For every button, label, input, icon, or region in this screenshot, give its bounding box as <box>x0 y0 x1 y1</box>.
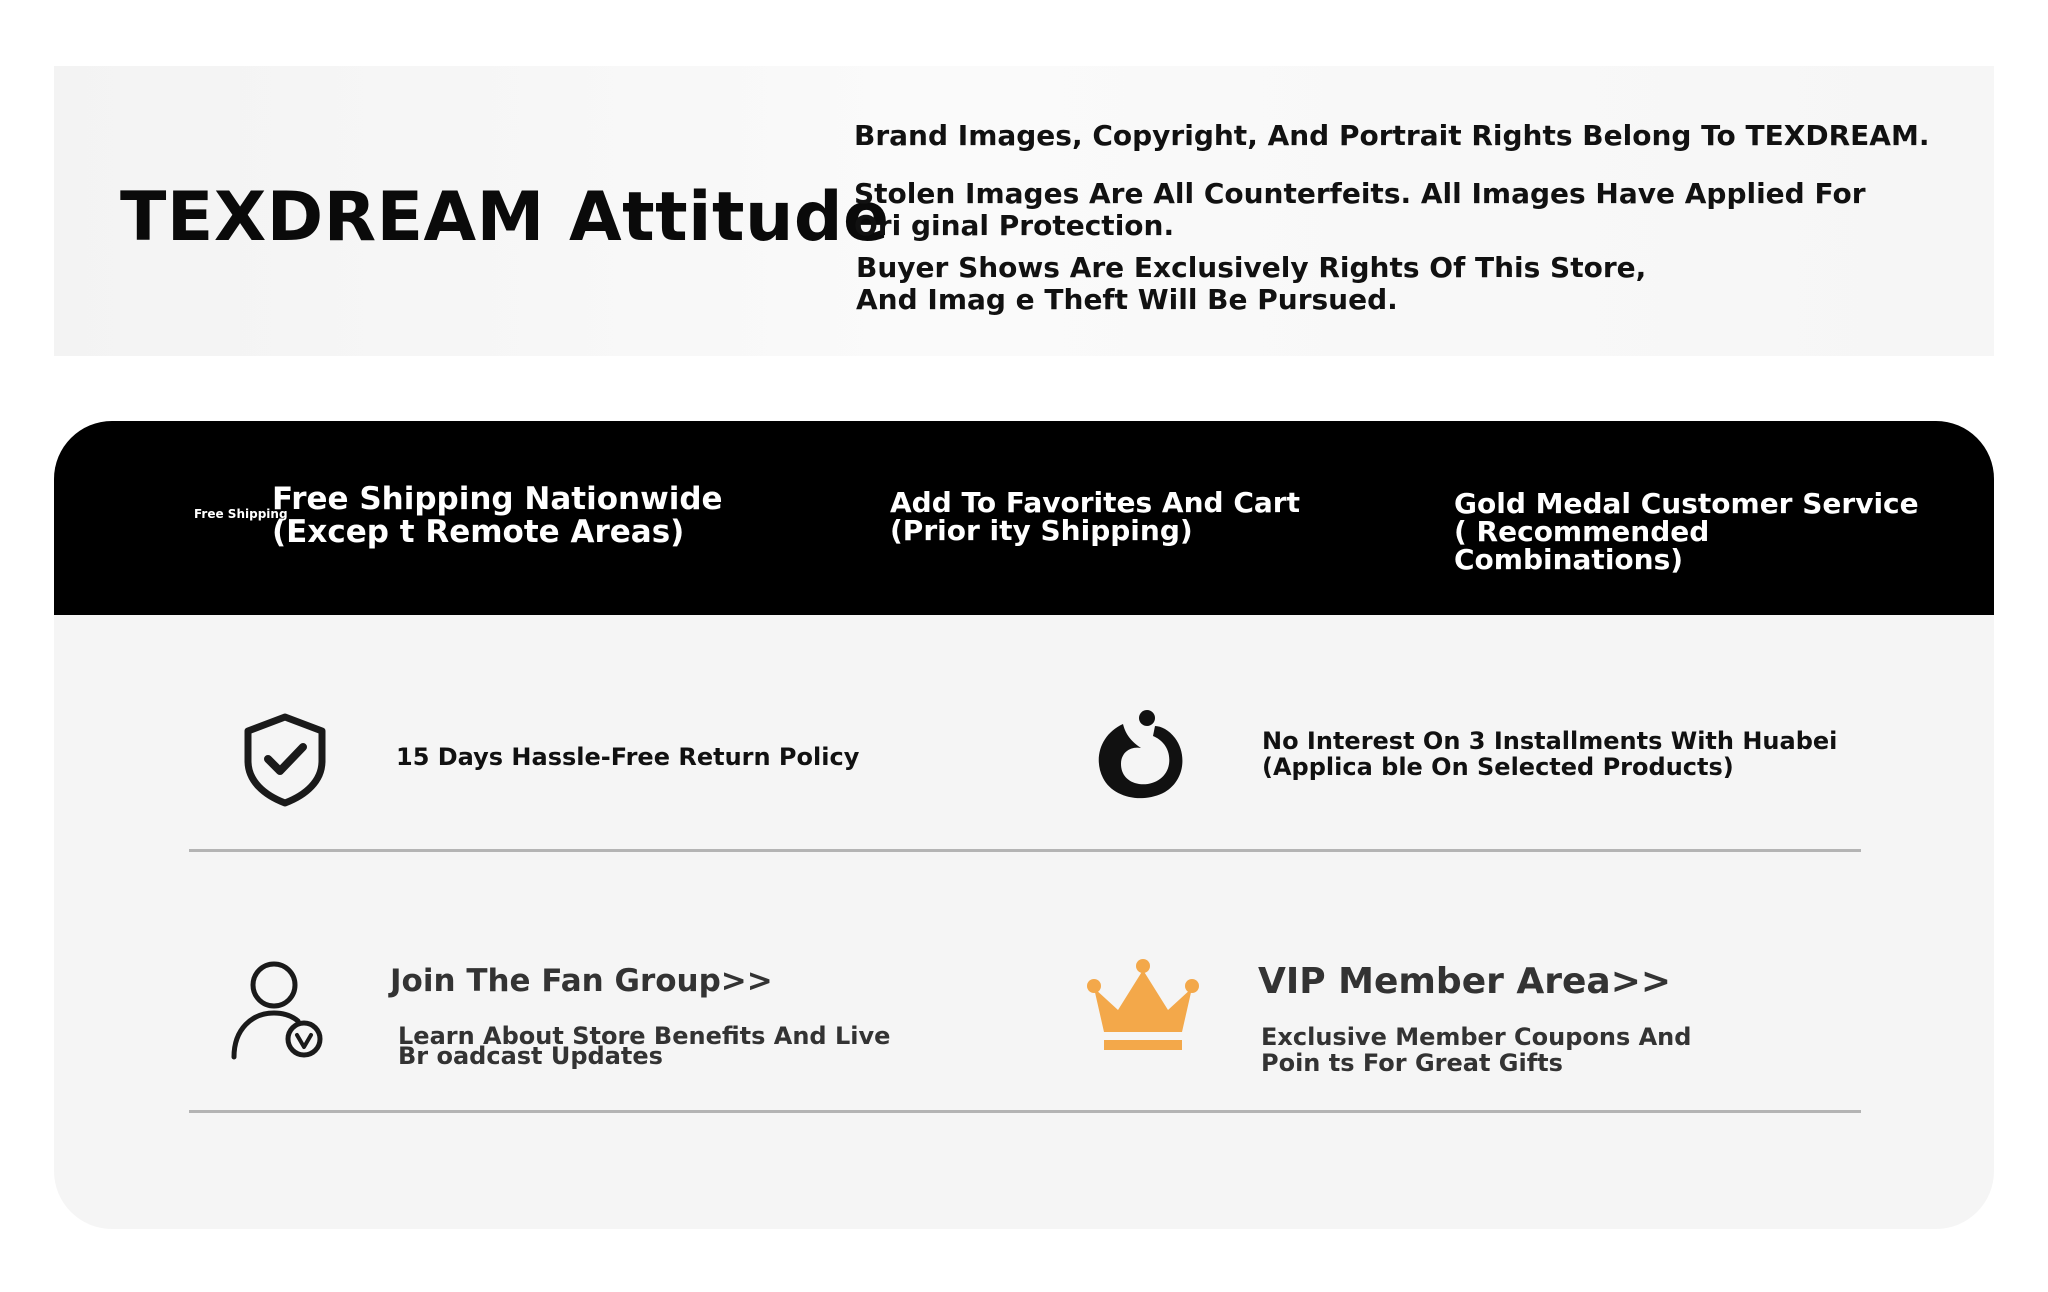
huabei-installment-label: No Interest On 3 Installments With Huabei (Applica ble On Selected Products) <box>1262 727 1838 781</box>
vip-member-description: Exclusive Member Coupons And Poin ts For Great Gifts <box>1261 1023 1692 1077</box>
divider <box>189 1110 1861 1113</box>
buyer-show-notice: Buyer Shows Are Exclusively Rights Of This Store, And Imag e Theft Will Be Pursued. <box>856 251 1647 316</box>
free-shipping-item: Free Shipping Nationwide (Excep t Remote Areas) <box>272 481 723 550</box>
return-policy-label: 15 Days Hassle-Free Return Policy <box>396 743 860 771</box>
favorites-cart-item: Add To Favorites And Cart (Prior ity Shipping) <box>890 486 1300 547</box>
customer-service-item: Gold Medal Customer Service ( Recommended Combinations) <box>1454 487 1919 576</box>
free-shipping-tag: Free Shipping <box>194 507 288 521</box>
service-card <box>54 421 1994 1229</box>
service-bar <box>54 421 1994 615</box>
huabei-logo-icon <box>1089 706 1189 806</box>
brand-title: TEXDREAM Attitude <box>120 178 890 257</box>
copyright-notice: Brand Images, Copyright, And Portrait Rights Belong To TEXDREAM. <box>854 119 1930 152</box>
shield-check-icon <box>240 711 330 807</box>
counterfeit-notice: Stolen Images Are All Counterfeits. All Images Have Applied For Ori ginal Protection. <box>854 177 1866 242</box>
fan-group-link[interactable]: Join The Fan Group>> <box>390 963 773 999</box>
divider <box>189 849 1861 852</box>
vip-member-link[interactable]: VIP Member Area>> <box>1258 961 1672 1002</box>
fan-group-description: Learn About Store Benefits And Live Br oadcast Updates <box>398 1022 891 1070</box>
crown-icon[interactable] <box>1084 956 1202 1056</box>
user-check-icon[interactable] <box>226 961 326 1061</box>
copyright-banner <box>54 66 1994 356</box>
